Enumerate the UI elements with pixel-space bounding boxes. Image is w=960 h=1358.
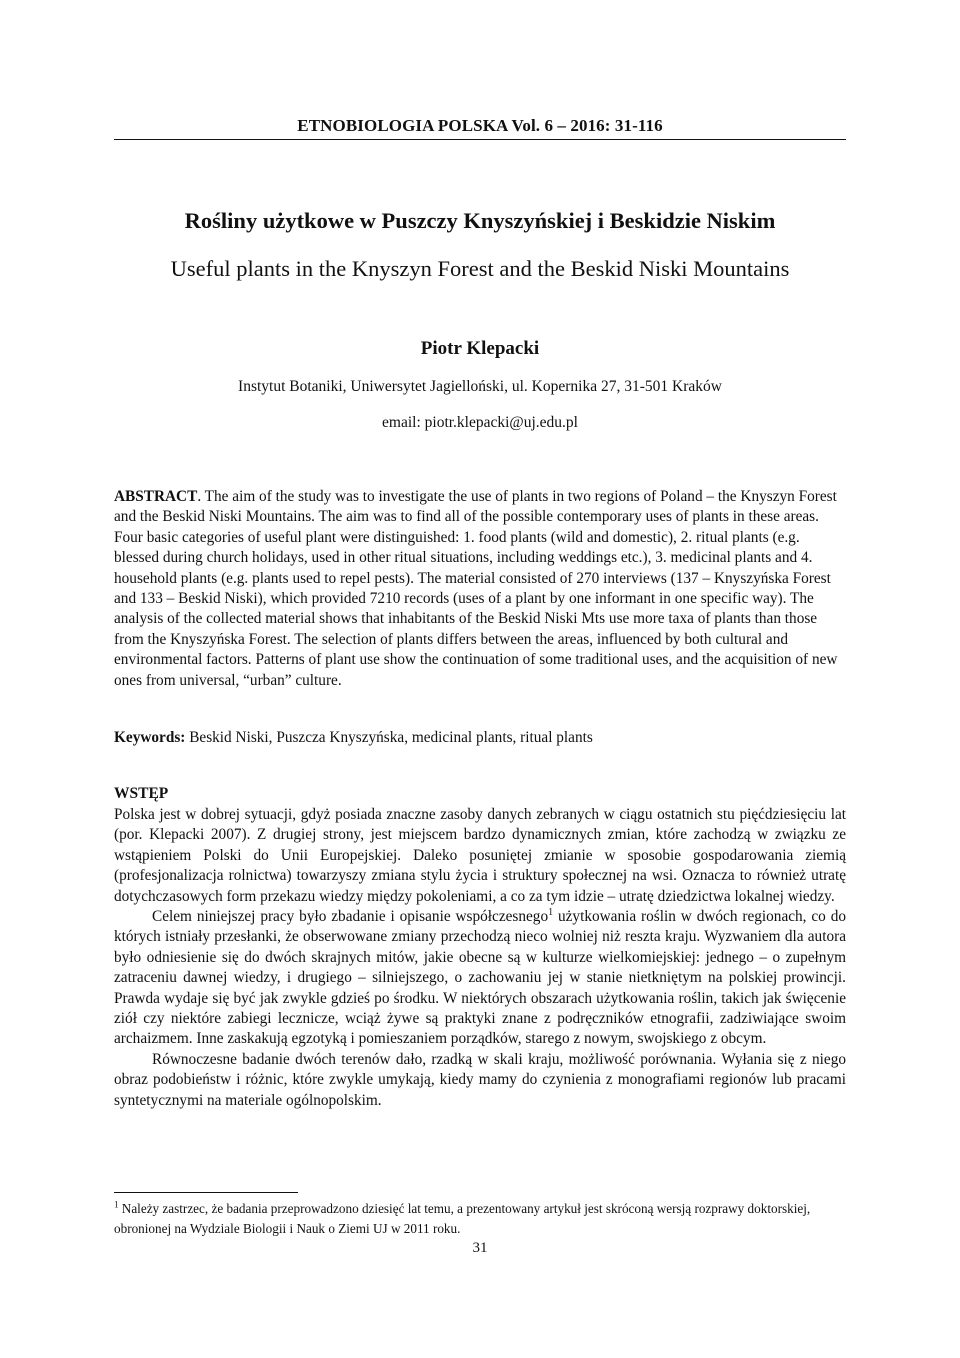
footnote-text: Należy zastrzec, że badania przeprowadzono dziesięć lat temu, a prezentowany artykuł jest skróconą wersją rozprawy doktorskiej, obronionej na Wydziale Biologii i Nauk o Ziemi UJ w 2011 roku. — [114, 1201, 811, 1236]
footnote — [114, 1199, 846, 1239]
keywords-label: Keywords: — [114, 729, 186, 746]
article-title-polish: Rośliny użytkowe w Puszczy Knyszyńskiej i Beskidzie Niskim — [184, 208, 776, 233]
abstract-label: ABSTRACT — [114, 488, 198, 505]
article-title-english: Useful plants in the Knyszyn Forest and the Beskid Niski Mountains — [170, 256, 790, 281]
author-name: Piotr Klepacki — [420, 338, 540, 359]
paragraph-2-rest: użytkowania roślin w dwóch regionach, co do których istniały przesłanki, że obserwowane zmiany przechodzą nieco wolniej niż reszta kraju. Wyzwaniem dla autora było odniesienie się do dwóch skrajnych mitów, jakie obecne są w kulturze wielkomiejskiej: jednego – o zupełnym zatraceniu dawnej wiedzy, i drugiego – silniejszego, o zachowaniu jej w stanie nietkniętym na polskiej prowincji. Prawda wydaje się być jak zwykle gdzieś po środku. W niektórych obszarach użytkowania roślin, takich jak święcenie ziół czy niektóre zabiegi lecznicze, wciąż żywe są praktyki znane z podręczników etnografii, zadziwiające swoim archaizmem. Inne zaskakują egzotyką i pomieszaniem porządków, starego z nowym, swojskiego z obcym. — [114, 908, 847, 1048]
abstract — [114, 487, 846, 691]
section-heading: WSTĘP — [114, 785, 169, 802]
keywords-text: Beskid Niski, Puszcza Knyszyńska, medicinal plants, ritual plants — [185, 729, 593, 746]
body-paragraph-3: Równoczesne badanie dwóch terenów dało, rzadką w skali kraju, możliwość porównania. Wyłania się z niego obraz podobieństw i różnic, które zwykle umykają, kiedy mamy do czynienia z monografiami regionów lub pracami syntetycznymi na materiale ogólnopolskim. — [114, 1050, 846, 1109]
author-affiliation: Instytut Botaniki, Uniwersytet Jagielloński, ul. Kopernika 27, 31-501 Kraków — [238, 378, 722, 395]
footnote-marker: 1 — [114, 1199, 119, 1210]
body-paragraph-2 — [114, 907, 846, 1050]
footnote-reference: 1 — [548, 906, 554, 918]
header-rule — [114, 139, 846, 140]
body-text — [114, 805, 846, 1111]
body-paragraph-1: Polska jest w dobrej sytuacji, gdyż posiada znaczne zasoby danych zebranych w ciągu ostatnich stu pięćdziesięciu lat (por. Klepacki 2007). Z drugiej strony, jest miejscem bardzo dynamicznych zmian, które zachodzą w związku ze wstąpieniem Polski do Unii Europejskiej. Daleko posuniętej zmianie w sposobie gospodarowania ziemią (profesjonalizacja rolnictwa) towarzyszy zmiana stylu życia i struktury społecznej na wsi. Oznacza to również utratę dotychczasowych form przekazu wiedzy między pokoleniami, a co za tym idzie – utratę dziedzictwa lokalnej wiedzy. — [114, 806, 846, 905]
author-email: email: piotr.klepacki@uj.edu.pl — [382, 414, 578, 431]
footnote-rule — [114, 1192, 298, 1193]
running-head: ETNOBIOLOGIA POLSKA Vol. 6 – 2016: 31-116 — [297, 116, 663, 135]
keywords — [114, 728, 846, 748]
page-number: 31 — [472, 1240, 488, 1256]
abstract-text: . The aim of the study was to investigate the use of plants in two regions of Poland – the Knyszyn Forest and the Beskid Niski Mountains. The aim was to find all of the possible contemporary uses of plants in these areas. Four basic categories of useful plant were distinguished: 1. food plants (wild and domestic), 2. ritual plants (e.g. blessed during church holidays, used in other ritual situations, including weddings etc.), 3. medicinal plants and 4. household plants (e.g. plants used to repel pests). The material consisted of 270 interviews (137 – Knyszyńska Forest and 133 – Beskid Niski), which provided 7210 records (uses of a plant by one informant in one specific way). The analysis of the collected material shows that inhabitants of the Beskid Niski Mts use more taxa of plants than those from the Knyszyńska Forest. The selection of plants differs between the areas, influenced by both cultural and environmental factors. Patterns of plant use show the continuation of some traditional uses, and the acquisition of new ones from universal, “urban” culture. — [114, 488, 838, 689]
paragraph-2-start: Celem niniejszej pracy było zbadanie i opisanie współczesnego — [152, 908, 549, 926]
